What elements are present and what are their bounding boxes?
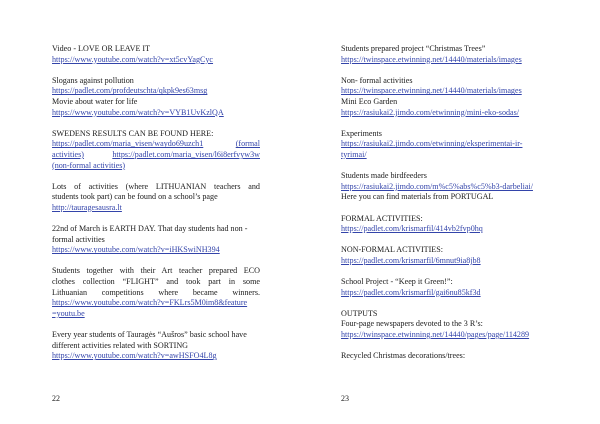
text-line: Movie about water for life [52,96,138,106]
text-line: Slogans against pollution [52,75,134,85]
text-line: clothes collection “FLIGHT” and took part in some [52,277,260,287]
non-formal-section [341,76,549,118]
link[interactable]: https://www.youtube.com/watch?v=VYB1UvKzlQA [52,107,224,117]
text-line: Lithuanian competitions where became winners. [52,287,260,297]
text-line: OUTPUTS [341,308,378,318]
page-number: 23 [341,394,349,403]
christmas-trees-section [341,44,549,65]
link[interactable]: https://twinspace.etwinning.net/14440/materials/images [341,54,522,64]
text-line: SWEDENS RESULTS CAN BE FOUND HERE: [52,128,214,138]
text-line: School Project - “Keep it Green!”: [341,277,453,287]
formal-activities-section [341,214,549,235]
link[interactable]: https://padlet.com/profdeutschta/qkpk9es63msg [52,86,208,96]
link[interactable]: https://rasiukai2.jimdo.com/m%c5%abs%c5%b3-darbeliai/ [341,181,533,191]
text-line: Four-page newspapers devoted to the 3 R’s: [341,319,483,329]
link[interactable]: https://padlet.com/krismarfil/414vb2fvp0hq [341,224,483,234]
link[interactable]: https://padlet.com/krismarfil/6mnut9ia8jb8 [341,255,481,265]
text-line: different activities related with SORTING [52,340,189,350]
link[interactable]: https://twinspace.etwinning.net/14440/materials/images [341,86,522,96]
link[interactable]: https://www.youtube.com/watch?v=xt5cvYagCyc [52,54,214,64]
birdfeeders-section [341,171,549,203]
experiments-section [341,129,549,161]
text-line: 22nd of March is EARTH DAY. That day students had non - [52,224,248,234]
link[interactable]: =youtu.be [52,308,85,318]
text-line: FORMAL ACTIVITIES: [341,213,423,223]
outputs-section [341,309,549,341]
link[interactable]: https://twinspace.etwinning.net/14440/pages/page/114289 [341,330,530,340]
page-number: 22 [52,394,60,403]
link[interactable]: (formal [235,139,260,149]
text-line: Experiments [341,128,382,138]
link[interactable]: https://padlet.com/maria_visen/l6i8erfvyw3w [112,149,260,159]
text-line: Every year students of Tauragės “Aušros” basic school have [52,330,247,340]
text-line: Recycled Christmas decorations/trees: [341,351,466,361]
link[interactable]: https://padlet.com/maria_visen/waydo69uzch1 [52,139,204,149]
text-line: NON-FORMAL ACTIVITIES: [341,245,443,255]
link[interactable]: https://www.youtube.com/watch?v=awHSFO4L8g [52,351,217,361]
link[interactable]: https://www.youtube.com/watch?v=FKLrs5M0im8&feature [52,298,248,308]
link[interactable]: http://tauragesausra.lt [52,202,122,212]
christmas-decorations-section [341,351,549,362]
link[interactable]: https://rasiukai2.jimdo.com/etwinning/mini-eko-sodas/ [341,107,520,117]
text-line: Video - LOVE OR LEAVE IT [52,44,151,53]
text-line: Students made birdfeeders [341,171,427,181]
link[interactable]: https://rasiukai2.jimdo.com/etwinning/eksperimentai-ir- [341,139,523,149]
keep-it-green-section [341,277,549,298]
right-page-text [341,44,549,362]
link[interactable]: (non-formal activities) [52,160,126,170]
text-line: Students prepared project “Christmas Trees” [341,44,486,53]
text-line: Non- formal activities [341,75,413,85]
non-formal-activities-section [341,245,549,266]
link[interactable]: activities) [52,149,84,159]
link[interactable]: https://padlet.com/krismarfil/gai6nu85kf3d [341,287,481,297]
text-line: Mini Eco Garden [341,96,398,106]
text-line: formal activities [52,234,105,244]
link[interactable]: tyrimai/ [341,149,367,159]
text-line: Students together with their Art teacher prepared ECO [52,266,260,276]
text-line: Here you can find materials from PORTUGAL [341,192,494,202]
link[interactable]: https://www.youtube.com/watch?v=iHKSwiNH394 [52,245,220,255]
text-line: students took part) can be found on a school’s page [52,192,218,202]
text-line: Lots of activities (where LITHUANIAN teachers and [52,181,260,191]
